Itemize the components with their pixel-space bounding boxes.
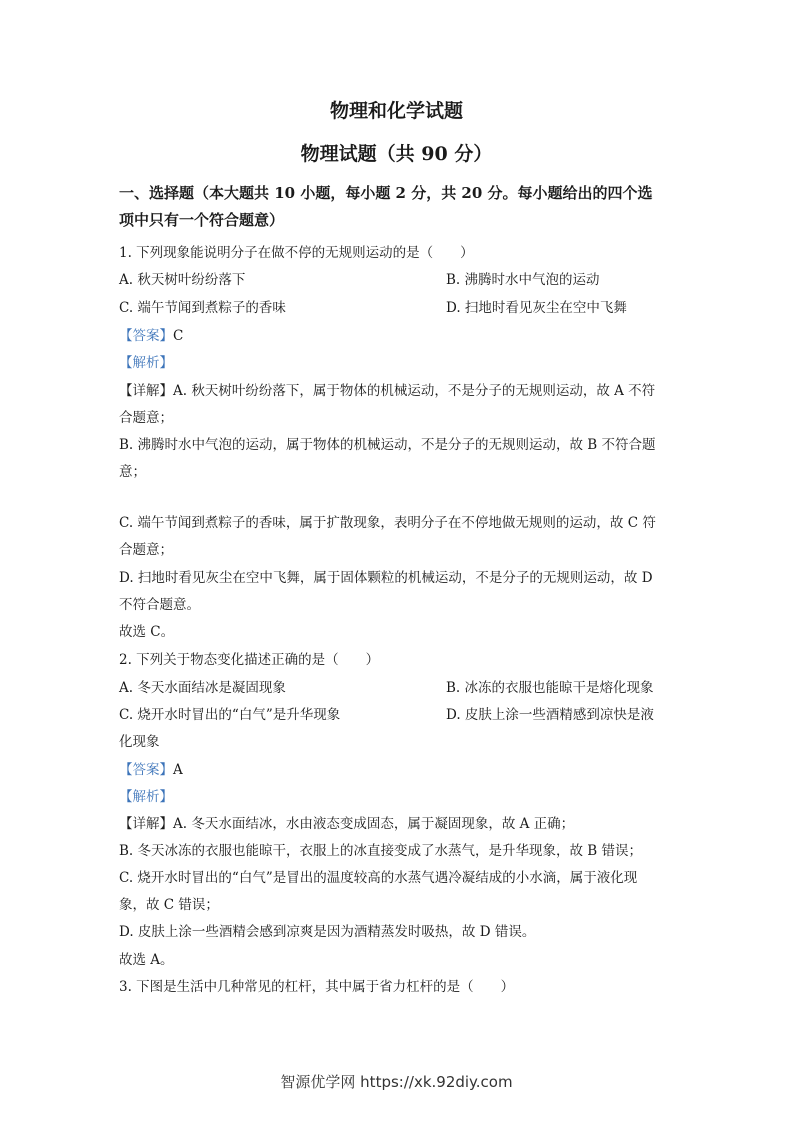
q2-detail-3-cont: 象，故 C 错误； xyxy=(119,897,219,913)
q2-stem: 2. 下列关于物态变化描述正确的是（ ） xyxy=(119,652,380,668)
section-heading-line1: 一、选择题（本大题共 10 小题，每小题 2 分，共 20 分。每小题给出的四个选 xyxy=(119,184,653,202)
q1-detail-4: D. 扫地时看见灰尘在空中飞舞，属于固体颗粒的机械运动，不是分子的无规则运动，故 D xyxy=(119,570,653,586)
q2-detail-4: D. 皮肤上涂一些酒精会感到凉爽是因为酒精蒸发时吸热，故 D 错误。 xyxy=(119,924,536,940)
q1-conclusion: 故选 C。 xyxy=(119,624,175,640)
page-title: 物理和化学试题 xyxy=(329,100,463,122)
q1-detail-1-cont: 合题意； xyxy=(119,410,173,426)
q1-analysis-tag: 【解析】 xyxy=(119,355,173,371)
q1-detail-2: B. 沸腾时水中气泡的运动，属于物体的机械运动，不是分子的无规则运动，故 B 不符合题 xyxy=(119,437,656,453)
q1-option-a: A. 秋天树叶纷纷落下 xyxy=(119,272,246,288)
section-heading-line2: 项中只有一个符合题意） xyxy=(119,211,285,229)
q1-detail-1 xyxy=(119,379,655,399)
q2-option-b: B. 冰冻的衣服也能晾干是熔化现象 xyxy=(446,680,654,696)
q2-detail-1-text: A. 冬天水面结冰，水由液态变成固态，属于凝固现象，故 A 正确； xyxy=(173,816,575,832)
q2-conclusion: 故选 A。 xyxy=(119,952,174,968)
q1-answer-tag: 【答案】 xyxy=(119,328,173,344)
q1-detail-2-cont: 意； xyxy=(119,464,146,480)
q2-detail-2: B. 冬天冰冻的衣服也能晾干，衣服上的冰直接变成了水蒸气，是升华现象，故 B 错误； xyxy=(119,843,643,859)
q3-stem: 3. 下图是生活中几种常见的杠杆，其中属于省力杠杆的是（ ） xyxy=(119,979,515,995)
q1-answer-value: C xyxy=(173,328,184,344)
q1-detail-3: C. 端午节闻到煮粽子的香味，属于扩散现象，表明分子在不停地做无规则的运动，故 C 符 xyxy=(119,515,656,531)
q1-detail-4-cont: 不符合题意。 xyxy=(119,597,200,613)
q1-detail-3-cont: 合题意； xyxy=(119,542,173,558)
q2-answer-value: A xyxy=(173,762,183,778)
q1-option-b: B. 沸腾时水中气泡的运动 xyxy=(446,272,600,288)
q2-option-d: D. 皮肤上涂一些酒精感到凉快是液 xyxy=(446,707,654,723)
q2-option-d-cont: 化现象 xyxy=(119,734,160,750)
q2-answer-tag: 【答案】 xyxy=(119,762,173,778)
q2-detail-tag: 【详解】 xyxy=(119,816,173,832)
q1-detail-tag: 【详解】 xyxy=(119,383,173,399)
q2-option-a: A. 冬天水面结冰是凝固现象 xyxy=(119,680,286,696)
q2-option-c: C. 烧开水时冒出的“白气”是升华现象 xyxy=(119,707,341,723)
q1-option-d: D. 扫地时看见灰尘在空中飞舞 xyxy=(446,300,627,316)
q1-answer xyxy=(119,324,183,344)
page-subtitle: 物理试题（共 90 分） xyxy=(300,143,493,165)
q2-analysis-tag: 【解析】 xyxy=(119,789,173,805)
q1-option-c: C. 端午节闻到煮粽子的香味 xyxy=(119,300,286,316)
q1-stem: 1. 下列现象能说明分子在做不停的无规则运动的是（ ） xyxy=(119,245,474,261)
page-footer-watermark: 智源优学网 https://xk.92diy.com xyxy=(280,1073,513,1091)
q2-answer xyxy=(119,758,183,778)
q1-detail-1-text: A. 秋天树叶纷纷落下，属于物体的机械运动，不是分子的无规则运动，故 A 不符 xyxy=(173,383,656,399)
q2-detail-3: C. 烧开水时冒出的“白气”是冒出的温度较高的水蒸气遇冷凝结成的小水滴，属于液化现 xyxy=(119,870,638,886)
q2-detail-1 xyxy=(119,812,574,832)
